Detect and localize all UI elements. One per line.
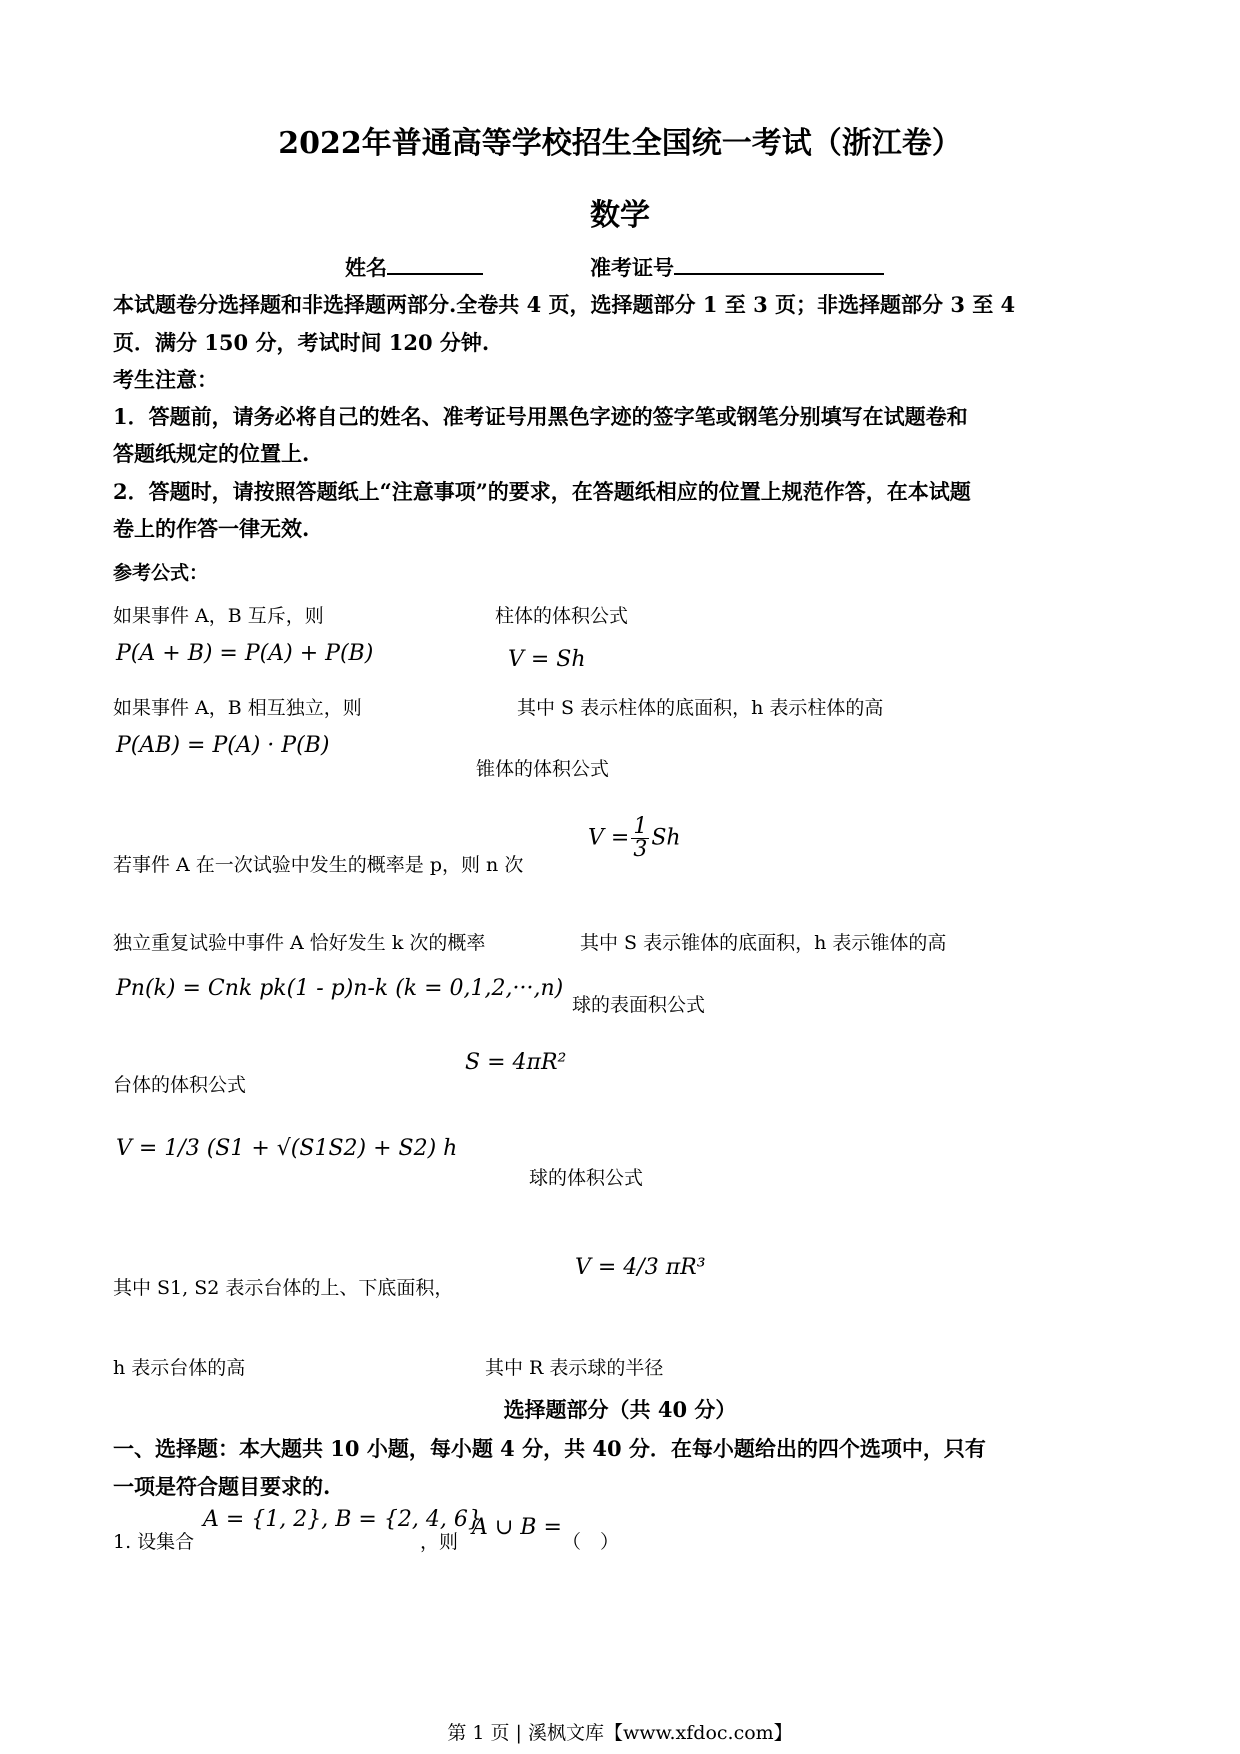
cone-fraction xyxy=(631,816,649,861)
q1-mid: ，则 xyxy=(420,1531,459,1553)
cone-fraction-num: 1 xyxy=(633,814,648,839)
name-blank xyxy=(387,251,483,275)
notice-item-2-line-2: 卷上的作答一律无效. xyxy=(113,516,310,541)
question-header-line-1: 一、选择题：本大题共 10 小题，每小题 4 分，共 40 分．在每小题给出的四个选项中，只有 xyxy=(113,1436,986,1461)
sphere-vol-formula: V = 4/3 πR³ xyxy=(575,1255,706,1280)
indep-label: 如果事件 A，B 相互独立，则 xyxy=(113,697,362,719)
q1-union: A ∪ B = xyxy=(472,1515,562,1540)
intro-line-2: 页．满分 150 分，考试时间 120 分钟. xyxy=(113,330,490,355)
q1-sets: A = {1, 2}, B = {2, 4, 6} xyxy=(203,1507,482,1532)
notice-item-1-line-2: 答题纸规定的位置上. xyxy=(113,441,310,466)
notice-item-2-line-1: 2．答题时，请按照答题纸上“注意事项”的要求，在答题纸相应的位置上规范作答，在本试题 xyxy=(113,479,971,504)
section-heading: 选择题部分（共 40 分） xyxy=(503,1397,737,1422)
sphere-note: 其中 R 表示球的半径 xyxy=(485,1357,664,1379)
frustum-label: 台体的体积公式 xyxy=(113,1074,247,1096)
indep-formula: P(AB) = P(A) · P(B) xyxy=(116,733,330,758)
frustum-note-2: h 表示台体的高 xyxy=(113,1357,246,1379)
sphere-vol-label: 球的体积公式 xyxy=(529,1167,644,1189)
q1-prefix: 1. 设集合 xyxy=(113,1531,195,1553)
name-field xyxy=(345,250,483,286)
notice-item-1-line-1: 1．答题前，请务必将自己的姓名、准考证号用黑色字迹的签字笔或钢笔分别填写在试题卷和 xyxy=(113,404,968,429)
question-header-line-2: 一项是符合题目要求的. xyxy=(113,1474,331,1499)
binom-label-1: 若事件 A 在一次试验中发生的概率是 p，则 n 次 xyxy=(113,854,524,876)
binom-formula: Pn(k) = Cnk pk(1 - p)n-k (k = 0,1,2,···,n) xyxy=(116,976,564,1001)
mutex-formula: P(A + B) = P(A) + P(B) xyxy=(116,641,374,666)
intro-line-1: 本试题卷分选择题和非选择题两部分.全卷共 4 页，选择题部分 1 至 3 页；非选择题部分 3 至 4 xyxy=(113,292,1016,317)
cone-formula xyxy=(588,816,681,861)
id-label: 准考证号 xyxy=(590,255,674,280)
sphere-area-formula: S = 4πR² xyxy=(465,1050,567,1075)
id-field xyxy=(590,250,884,286)
prism-formula: V = Sh xyxy=(508,647,586,672)
exam-title: 2022年普通高等学校招生全国统一考试（浙江卷） xyxy=(278,126,962,161)
binom-label-2: 独立重复试验中事件 A 恰好发生 k 次的概率 xyxy=(113,932,486,954)
prism-label: 柱体的体积公式 xyxy=(495,605,629,627)
cone-formula-lhs: V = xyxy=(588,825,630,851)
cone-note: 其中 S 表示锥体的底面积，h 表示锥体的高 xyxy=(580,932,947,954)
sphere-area-label: 球的表面积公式 xyxy=(572,994,706,1016)
cone-fraction-den: 3 xyxy=(633,837,648,862)
notice-title: 考生注意： xyxy=(113,367,218,392)
prism-note: 其中 S 表示柱体的底面积，h 表示柱体的高 xyxy=(517,697,884,719)
page-footer: 第 1 页 | 溪枫文库【www.xfdoc.com】 xyxy=(447,1722,793,1744)
name-label: 姓名 xyxy=(345,255,387,280)
subject-title: 数学 xyxy=(590,198,650,233)
mutex-label: 如果事件 A，B 互斥，则 xyxy=(113,605,324,627)
id-blank xyxy=(674,251,884,275)
frustum-note-1: 其中 S1, S2 表示台体的上、下底面积， xyxy=(113,1277,454,1299)
cone-label: 锥体的体积公式 xyxy=(476,758,610,780)
cone-formula-rhs: Sh xyxy=(651,825,681,851)
formulas-title: 参考公式： xyxy=(113,562,209,584)
q1-answer-paren: （ ） xyxy=(562,1531,620,1553)
frustum-formula: V = 1/3 (S1 + √(S1S2) + S2) h xyxy=(116,1136,458,1161)
